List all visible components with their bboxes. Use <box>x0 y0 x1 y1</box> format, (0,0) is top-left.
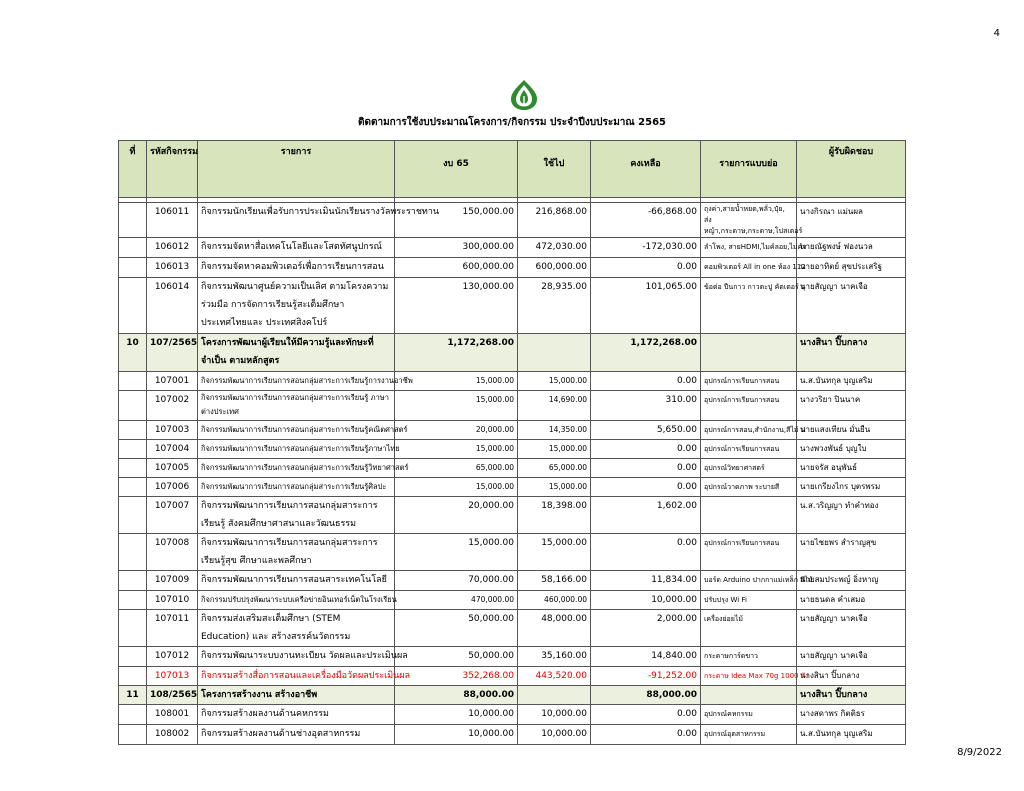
cell-detail: อุปกรณ์วาดภาพ ระบายสี <box>701 478 797 497</box>
cell-detail: อุปกรณ์การเรียนการสอน <box>701 372 797 391</box>
cell-no <box>119 421 147 440</box>
cell-no: 10 <box>119 334 147 372</box>
cell-no <box>119 440 147 459</box>
cell-item: กิจกรรมพัฒนาการเรียนการสอนกลุ่มสาระการเรียนรู้ศิลปะ <box>198 478 395 497</box>
cell-detail: เครื่องย่อยไม้ <box>701 610 797 647</box>
cell-budget: 15,000.00 <box>395 534 518 571</box>
activity-row <box>119 534 906 571</box>
cell-item: กิจกรรมพัฒนาการเรียนการสอนกลุ่มสาระการเรียนรู้การงานอาชีพ <box>198 372 395 391</box>
cell-spent: 443,520.00 <box>518 667 591 686</box>
activity-row <box>119 591 906 610</box>
cell-code: 107006 <box>147 478 198 497</box>
activity-row <box>119 725 906 745</box>
cell-no <box>119 238 147 258</box>
cell-no <box>119 610 147 647</box>
cell-no: 11 <box>119 686 147 705</box>
cell-no <box>119 667 147 686</box>
cell-responsible: นายสัญญา นาคเจือ <box>797 278 906 334</box>
cell-spent: 10,000.00 <box>518 725 591 745</box>
activity-row <box>119 478 906 497</box>
cell-spent: 18,398.00 <box>518 497 591 534</box>
cell-responsible: นายไชยพร สำราญสุข <box>797 534 906 571</box>
cell-code: 107008 <box>147 534 198 571</box>
cell-budget: 65,000.00 <box>395 459 518 478</box>
cell-remaining: 1,172,268.00 <box>591 334 701 372</box>
cell-remaining: -172,030.00 <box>591 238 701 258</box>
cell-no <box>119 203 147 238</box>
cell-detail: ลำโพง, สายHDMI,ไมค์ลอย,ไมค์ฯ <box>701 238 797 258</box>
activity-row <box>119 258 906 278</box>
cell-remaining: -91,252.00 <box>591 667 701 686</box>
cell-budget: 50,000.00 <box>395 647 518 667</box>
col-header-item: รายการ <box>198 141 395 198</box>
cell-responsible: นายธนดล คำเสมอ <box>797 591 906 610</box>
col-header-remaining: คงเหลือ <box>591 141 701 198</box>
cell-detail: อุปกรณ์การเรียนการสอน <box>701 440 797 459</box>
cell-item: โครงการสร้างงาน สร้างอาชีพ <box>198 686 395 705</box>
cell-item: กิจกรรมพัฒนาการเรียนการสอนกลุ่มสาระการเรียนรู้คณิตศาสตร์ <box>198 421 395 440</box>
cell-spent: 15,000.00 <box>518 534 591 571</box>
cell-spent: 216,868.00 <box>518 203 591 238</box>
cell-item: กิจกรรมพัฒนาศูนย์ความเป็นเลิศ ตามโครงความร่วมมือ การจัดการเรียนรู้สะเต็มศึกษา ประเทศไทยและ ประเทศสิงคโปร์ <box>198 278 395 334</box>
cell-item: กิจกรรมจัดหาสื่อเทคโนโลยีและโสตทัศนูปกรณ์ <box>198 238 395 258</box>
cell-remaining: 0.00 <box>591 258 701 278</box>
cell-detail: อุปกรณ์การเรียนการสอน <box>701 391 797 421</box>
cell-budget: 15,000.00 <box>395 478 518 497</box>
cell-no <box>119 534 147 571</box>
cell-item: กิจกรรมพัฒนาการเรียนการสอนสาระเทคโนโลยี <box>198 571 395 591</box>
cell-detail: คอมพิวเตอร์ All in one ห้อง 112 <box>701 258 797 278</box>
budget-table <box>118 140 906 745</box>
cell-detail: อุปกรณ์คหกรรม <box>701 705 797 725</box>
cell-code: 108001 <box>147 705 198 725</box>
cell-budget: 70,000.00 <box>395 571 518 591</box>
cell-no <box>119 478 147 497</box>
activity-row <box>119 391 906 421</box>
activity-row <box>119 278 906 334</box>
activity-row <box>119 459 906 478</box>
cell-remaining: 1,602.00 <box>591 497 701 534</box>
cell-remaining: 0.00 <box>591 372 701 391</box>
cell-responsible: นายสมประพญ์ อิ่งหาญ <box>797 571 906 591</box>
cell-item: กิจกรรมส่งเสริมสะเต็มศึกษา (STEM Education) และ สร้างสรรค์นวัตกรรม <box>198 610 395 647</box>
cell-spent: 600,000.00 <box>518 258 591 278</box>
cell-budget: 150,000.00 <box>395 203 518 238</box>
cell-item: กิจกรรมพัฒนาระบบงานทะเบียน วัดผลและประเมินผล <box>198 647 395 667</box>
cell-responsible: นางสดาพร กิตติธร <box>797 705 906 725</box>
cell-no <box>119 591 147 610</box>
cell-responsible: นายณัฐพงษ์ ฟองนวล <box>797 238 906 258</box>
cell-remaining: 0.00 <box>591 725 701 745</box>
cell-item: กิจกรรมปรับปรุงพัฒนาระบบเครือข่ายอินเทอร์เน็ตในโรงเรียน <box>198 591 395 610</box>
activity-row <box>119 571 906 591</box>
cell-responsible: นายสัญญา นาคเจือ <box>797 610 906 647</box>
cell-remaining: 88,000.00 <box>591 686 701 705</box>
cell-code: 107002 <box>147 391 198 421</box>
cell-budget: 20,000.00 <box>395 421 518 440</box>
cell-item: กิจกรรมพัฒนาการเรียนการสอนกลุ่มสาระการเรียนรู้วิทยาศาสตร์ <box>198 459 395 478</box>
cell-item: กิจกรรมพัฒนาการเรียนการสอนกลุ่มสาระการเรียนรู้ สังคมศึกษาศาสนาและวัฒนธรรม <box>198 497 395 534</box>
cell-detail: กระดาษ Idea Max 70g 1000 ลัง <box>701 667 797 686</box>
cell-remaining: 310.00 <box>591 391 701 421</box>
cell-remaining: 5,650.00 <box>591 421 701 440</box>
cell-spent: 28,935.00 <box>518 278 591 334</box>
cell-remaining: 0.00 <box>591 478 701 497</box>
cell-budget: 20,000.00 <box>395 497 518 534</box>
cell-code: 107004 <box>147 440 198 459</box>
cell-responsible: นายจรัส อนุพันธ์ <box>797 459 906 478</box>
cell-item: กิจกรรมสร้างผลงานด้านช่างอุตสาหกรรม <box>198 725 395 745</box>
cell-budget: 130,000.00 <box>395 278 518 334</box>
page-number: 4 <box>993 28 1000 39</box>
cell-budget: 15,000.00 <box>395 440 518 459</box>
cell-responsible: นางพวงพันธ์ บุญใบ <box>797 440 906 459</box>
cell-budget: 300,000.00 <box>395 238 518 258</box>
cell-responsible: นางสินา ปิ๊บกลาง <box>797 334 906 372</box>
cell-responsible: นายอาทิตย์ สุขประเสริฐ <box>797 258 906 278</box>
cell-budget: 15,000.00 <box>395 391 518 421</box>
cell-code: 107001 <box>147 372 198 391</box>
cell-detail: อุปกรณ์การเรียนการสอน <box>701 534 797 571</box>
cell-no <box>119 571 147 591</box>
activity-row <box>119 705 906 725</box>
cell-code: 106011 <box>147 203 198 238</box>
activity-row <box>119 440 906 459</box>
activity-row <box>119 647 906 667</box>
cell-no <box>119 278 147 334</box>
col-header-no: ที่ <box>119 141 147 198</box>
cell-code: 107/2565 <box>147 334 198 372</box>
cell-no <box>119 372 147 391</box>
cell-detail: ถุงค่า,สายน้ำหยด,พลั่ว,ปุ๋ย, ส่งหญ้า,กระดาษ,กระดาษ,โปสเตอร์ <box>701 203 797 238</box>
cell-detail <box>701 686 797 705</box>
cell-code: 107013 <box>147 667 198 686</box>
cell-code: 107012 <box>147 647 198 667</box>
activity-row <box>119 421 906 440</box>
activity-row <box>119 238 906 258</box>
cell-spent: 14,690.00 <box>518 391 591 421</box>
project-row <box>119 686 906 705</box>
cell-spent: 15,000.00 <box>518 478 591 497</box>
cell-remaining: 2,000.00 <box>591 610 701 647</box>
cell-item: กิจกรรมพัฒนาการเรียนการสอนกลุ่มสาระการเรียนรู้ ภาษาต่างประเทศ <box>198 391 395 421</box>
cell-responsible: นางกิรณา แม่นผล <box>797 203 906 238</box>
col-header-responsible: ผู้รับผิดชอบ <box>797 141 906 198</box>
cell-no <box>119 258 147 278</box>
cell-no <box>119 647 147 667</box>
cell-spent <box>518 686 591 705</box>
cell-detail: กระดาษการ์ดขาว <box>701 647 797 667</box>
cell-responsible: นายเกรียงไกร บุตรพรม <box>797 478 906 497</box>
cell-spent <box>518 334 591 372</box>
cell-code: 106013 <box>147 258 198 278</box>
cell-no <box>119 391 147 421</box>
cell-no <box>119 725 147 745</box>
cell-code: 107011 <box>147 610 198 647</box>
cell-detail <box>701 497 797 534</box>
cell-code: 107005 <box>147 459 198 478</box>
cell-budget: 10,000.00 <box>395 725 518 745</box>
cell-spent: 472,030.00 <box>518 238 591 258</box>
cell-spent: 15,000.00 <box>518 372 591 391</box>
cell-code: 107003 <box>147 421 198 440</box>
document-title: ติดตามการใช้งบประมาณโครงการ/กิจกรรม ประจำปีงบประมาณ 2565 <box>357 117 667 128</box>
cell-detail: บอร์ด Arduino ปากกาแม่เหล็ก สีไม้ <box>701 571 797 591</box>
cell-spent: 14,350.00 <box>518 421 591 440</box>
cell-spent: 48,000.00 <box>518 610 591 647</box>
cell-item: กิจกรรมจัดหาคอมพิวเตอร์เพื่อการเรียนการสอน <box>198 258 395 278</box>
cell-detail: ปรับปรุง Wi Fi <box>701 591 797 610</box>
cell-responsible: นายแสงเทียน มั่นยืน <box>797 421 906 440</box>
cell-spent: 460,000.00 <box>518 591 591 610</box>
cell-remaining: -66,868.00 <box>591 203 701 238</box>
cell-responsible: นางสินา ปิ๊บกลาง <box>797 667 906 686</box>
col-header-detail: รายการแบบย่อ <box>701 141 797 198</box>
cell-code: 107009 <box>147 571 198 591</box>
cell-responsible: น.ส.วริญญา ทำคำทอง <box>797 497 906 534</box>
cell-budget: 600,000.00 <box>395 258 518 278</box>
cell-code: 108002 <box>147 725 198 745</box>
cell-responsible: นายสัญญา นาคเจือ <box>797 647 906 667</box>
project-row <box>119 334 906 372</box>
cell-detail: อุปกรณ์วิทยาศาสตร์ <box>701 459 797 478</box>
cell-budget: 50,000.00 <box>395 610 518 647</box>
cell-item: กิจกรรมพัฒนาการเรียนการสอนกลุ่มสาระการเรียนรู้สุข ศึกษาและพลศึกษา <box>198 534 395 571</box>
col-header-code: รหัสกิจกรรม <box>147 141 198 198</box>
cell-detail: ข้อต่อ ปืนกาว กาวตะปู คัตเตอร์ อุ <box>701 278 797 334</box>
col-header-spent: ใช้ไป <box>518 141 591 198</box>
cell-item: กิจกรรมสร้างผลงานด้านคหกรรม <box>198 705 395 725</box>
cell-budget: 15,000.00 <box>395 372 518 391</box>
table-header-row <box>119 141 906 198</box>
cell-code: 108/2565 <box>147 686 198 705</box>
cell-remaining: 0.00 <box>591 534 701 571</box>
cell-remaining: 10,000.00 <box>591 591 701 610</box>
school-logo-icon <box>508 78 540 112</box>
cell-code: 107007 <box>147 497 198 534</box>
cell-spent: 10,000.00 <box>518 705 591 725</box>
activity-row <box>119 372 906 391</box>
cell-remaining: 0.00 <box>591 459 701 478</box>
activity-row <box>119 203 906 238</box>
cell-responsible: น.ส.บันทกุล บุญเสริม <box>797 372 906 391</box>
cell-budget: 352,268.00 <box>395 667 518 686</box>
footer-date: 8/9/2022 <box>957 747 1002 758</box>
cell-remaining: 0.00 <box>591 705 701 725</box>
cell-detail: อุปกรณ์การสอน,สำนักงาน,สีไม้ ป <box>701 421 797 440</box>
col-header-budget: งบ 65 <box>395 141 518 198</box>
cell-detail: อุปกรณ์อุตสาหกรรม <box>701 725 797 745</box>
cell-no <box>119 459 147 478</box>
cell-spent: 35,160.00 <box>518 647 591 667</box>
cell-no <box>119 497 147 534</box>
cell-budget: 470,000.00 <box>395 591 518 610</box>
cell-responsible: นางสินา ปิ๊บกลาง <box>797 686 906 705</box>
cell-remaining: 14,840.00 <box>591 647 701 667</box>
activity-row <box>119 610 906 647</box>
cell-no <box>119 705 147 725</box>
cell-budget: 88,000.00 <box>395 686 518 705</box>
cell-detail <box>701 334 797 372</box>
cell-item: กิจกรรมนักเรียนเพื่อรับการประเมินนักเรียนรางวัลพระราชทาน <box>198 203 395 238</box>
cell-spent: 65,000.00 <box>518 459 591 478</box>
cell-responsible: นางวริยา ปินนาค <box>797 391 906 421</box>
cell-budget: 1,172,268.00 <box>395 334 518 372</box>
cell-code: 106014 <box>147 278 198 334</box>
cell-code: 107010 <box>147 591 198 610</box>
cell-remaining: 0.00 <box>591 440 701 459</box>
cell-responsible: น.ส.บันทกุล บุญเสริม <box>797 725 906 745</box>
cell-remaining: 101,065.00 <box>591 278 701 334</box>
cell-code: 106012 <box>147 238 198 258</box>
activity-row <box>119 497 906 534</box>
cell-item: โครงการพัฒนาผู้เรียนให้มีความรู้และทักษะที่จำเป็น ตามหลักสูตร <box>198 334 395 372</box>
cell-remaining: 11,834.00 <box>591 571 701 591</box>
cell-spent: 58,166.00 <box>518 571 591 591</box>
activity-row <box>119 667 906 686</box>
cell-item: กิจกรรมพัฒนาการเรียนการสอนกลุ่มสาระการเรียนรู้ภาษาไทย <box>198 440 395 459</box>
cell-item: กิจกรรมสร้างสื่อการสอนและเครื่องมือวัดผลประเมินผล <box>198 667 395 686</box>
cell-budget: 10,000.00 <box>395 705 518 725</box>
cell-spent: 15,000.00 <box>518 440 591 459</box>
